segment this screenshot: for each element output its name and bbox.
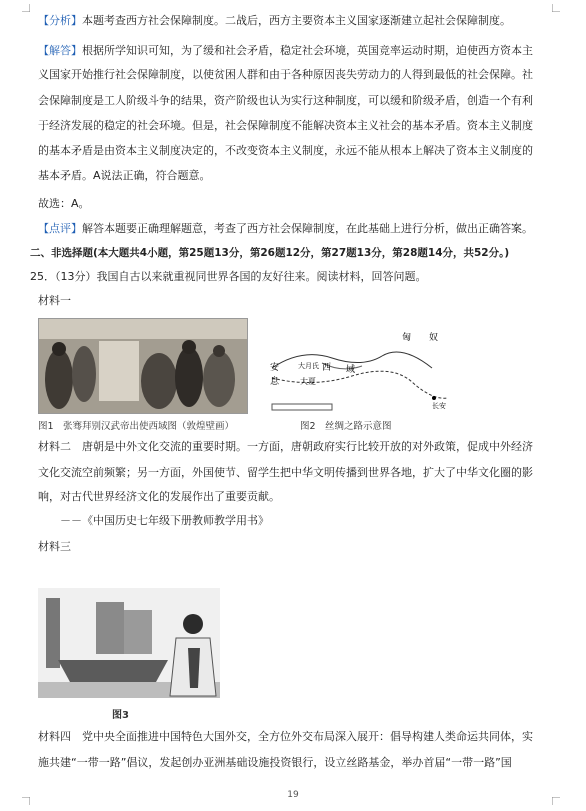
material-one-label: 材料一 <box>38 294 71 307</box>
material-two-line-3: 响，对古代世界经济文化的发展作出了重要贡献。 <box>38 490 280 503</box>
material-four-line-1: 材料四 党中央全面推进中国特色大国外交，全方位外交布局深入展开：倡导构建人类命运共同体，实 <box>38 730 533 743</box>
map-label-yu: 域 <box>346 365 356 375</box>
q25-intro: 25．（13分）我国自古以来就重视同世界各国的友好往来。阅读材料，回答问题。 <box>30 270 427 283</box>
section-two-heading: 二、非选择题(本大题共4小题，第25题13分，第26题12分，第27题13分，第28题14分，共52分。) <box>30 247 510 259</box>
figure-2-caption: 图2 丝绸之路示意图 <box>300 421 392 432</box>
analysis-line <box>38 14 556 28</box>
map-label-xi-region: 西 <box>322 363 332 373</box>
figure-3-caption: 图3 <box>112 710 129 721</box>
material-two-line-1: 材料二 唐朝是中外文化交流的重要时期。一方面，唐朝政府实行比较开放的对外政策，促成中外经济 <box>38 440 533 453</box>
map-label-an: 安 <box>270 363 280 373</box>
map-label-daxia: 大夏 <box>300 377 316 386</box>
treasure-ship-image <box>38 588 220 698</box>
map-label-dayuezhi: 大月氏 <box>298 362 319 370</box>
solution-line-4: 于经济发展的稳定的社会环境。但是，社会保障制度不能解决资本主义社会的基本矛盾。资本主义制度 <box>38 119 533 132</box>
solution-line-2: 义国家开始推行社会保障制度，以使贫困人群和由于各种原因丧失劳动力的人得到最低的社会保障。社 <box>38 68 533 81</box>
solution-line-6: 基本矛盾。A说法正确，符合题意。 <box>38 169 211 182</box>
mural-image <box>39 319 247 413</box>
solution-tag: 【解答】 <box>38 44 82 57</box>
comment-tag: 【点评】 <box>38 222 82 235</box>
map-label-changan: 长安 <box>432 402 446 410</box>
material-three-label: 材料三 <box>38 540 71 553</box>
figure-1-mural <box>38 318 248 414</box>
silk-road-map <box>262 318 458 414</box>
figure-1-caption: 图1 张骞拜别汉武帝出使西域图（敦煌壁画） <box>38 421 235 432</box>
material-four-line-2: 施共建“一带一路”倡议，发起创办亚洲基础设施投资银行，设立丝路基金，举办首届“一带一路”国 <box>38 756 512 769</box>
map-label-xiongnu: 匈 奴 <box>402 333 439 343</box>
page-number: 19 <box>287 790 299 800</box>
comment-line: 【点评】解答本题要正确理解题意，考查了西方社会保障制度，在此基础上进行分析，做出正确答案。 <box>38 222 533 235</box>
analysis-tag: 【分析】 <box>38 14 82 27</box>
figure-3-ship <box>38 588 220 698</box>
map-label-xi: 息 <box>270 377 280 387</box>
material-two-line-2: 文化交流空前频繁；另一方面，外国使节、留学生把中华文明传播到世界各地，扩大了中华文化圈的影 <box>38 466 533 479</box>
solution-line-1: 【解答】根据所学知识可知，为了缓和社会矛盾，稳定社会环境，英国竞率运动时期，迫使西方资本主 <box>38 44 533 57</box>
answer-line: 故选：A。 <box>38 197 90 210</box>
analysis-text: 本题考查西方社会保障制度。二战后，西方主要资本主义国家逐渐建立起社会保障制度。 <box>82 14 511 27</box>
material-two-source: －－《中国历史七年级下册教师教学用书》 <box>60 514 269 527</box>
solution-line-5: 的基本矛盾是由资本主义制度决定的，不改变资本主义制度，永远不能从根本上解决了资本主义制度的 <box>38 144 533 157</box>
figure-2-map <box>262 318 458 414</box>
corner-mark-top-left <box>22 4 30 12</box>
solution-line-3: 会保障制度是工人阶级斗争的结果，资产阶级也认为实行这种制度，可以缓和阶级矛盾，创造一个有利 <box>38 94 533 107</box>
corner-mark-top-right <box>552 4 560 12</box>
